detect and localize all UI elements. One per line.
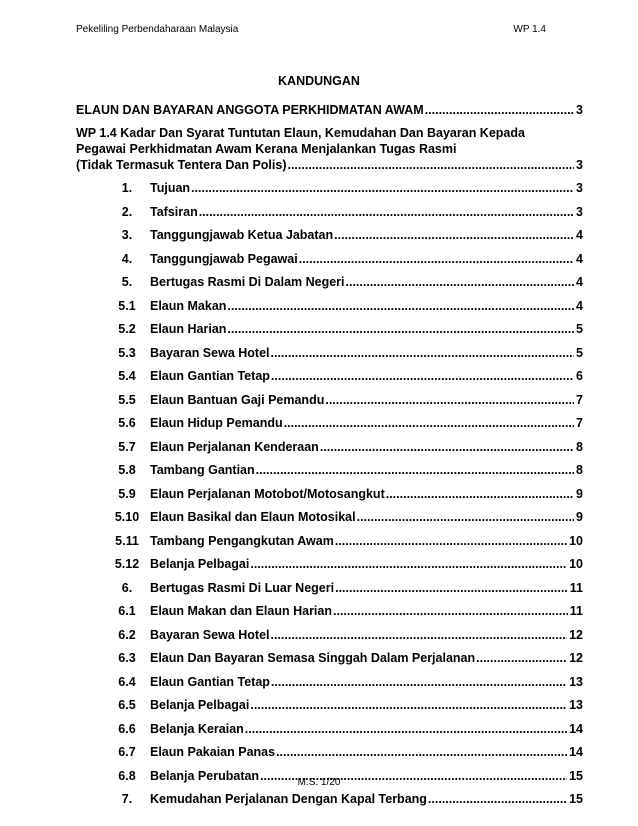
leader-dots <box>227 299 574 314</box>
toc-item-title: Tanggungjawab Ketua Jabatan <box>150 228 334 242</box>
toc-wp-entry-line3[interactable] <box>76 158 583 173</box>
toc-item-title: Elaun Makan dan Elaun Harian <box>150 604 332 618</box>
toc-item-number: 5.5 <box>118 392 136 407</box>
toc-item-number: 5. <box>121 275 133 289</box>
toc-item-title: Belanja Pelbagai <box>150 557 250 571</box>
toc-item-number: 5.8 <box>118 463 136 477</box>
toc-item-title: Belanja Perubatan <box>150 768 260 783</box>
toc-item-number: 6.2 <box>118 627 136 642</box>
toc-item-page: 9 <box>576 510 583 524</box>
toc-item-page: 4 <box>576 228 583 242</box>
toc-item[interactable] <box>104 181 583 196</box>
toc-item-title: Bertugas Rasmi Di Dalam Negeri <box>150 275 345 289</box>
toc-item-title: Tanggungjawab Pegawai <box>150 251 298 266</box>
toc-item-number: 6.1 <box>118 604 136 618</box>
toc-item-number: 6.3 <box>118 651 136 665</box>
leader-dots <box>250 557 567 572</box>
toc-item[interactable] <box>104 346 583 361</box>
toc-item-page: 4 <box>576 298 583 313</box>
toc-item-title: Bayaran Sewa Hotel <box>150 627 270 642</box>
toc-item[interactable] <box>104 440 583 455</box>
toc-item-title: Bayaran Sewa Hotel <box>150 345 270 360</box>
toc-item[interactable] <box>104 275 583 290</box>
toc-item-number: 5.11 <box>115 533 139 548</box>
toc-item[interactable] <box>104 557 583 572</box>
leader-dots <box>425 103 574 118</box>
toc-item-number: 5.12 <box>114 557 140 571</box>
leader-dots <box>256 463 574 478</box>
toc-item[interactable] <box>104 651 583 666</box>
toc-item-title: Elaun Perjalanan Motobot/Motosangkut <box>150 486 385 501</box>
page-footer: M.S. 1/20 <box>297 777 341 788</box>
header-document-code: WP 1.4 <box>513 24 546 35</box>
toc-item-number: 5.1 <box>118 298 136 313</box>
toc-item-title: Elaun Makan <box>150 298 227 313</box>
toc-item[interactable] <box>104 393 583 408</box>
leader-dots <box>357 510 574 525</box>
toc-item-page: 14 <box>569 721 583 736</box>
toc-item-page: 15 <box>569 768 583 783</box>
toc-item[interactable] <box>104 205 583 220</box>
toc-item-title: Tambang Gantian <box>150 463 255 477</box>
leader-dots <box>271 369 574 384</box>
toc-item-page: 7 <box>576 392 583 407</box>
toc-item-title: Elaun Basikal dan Elaun Motosikal <box>150 510 356 524</box>
toc-item[interactable] <box>104 698 583 713</box>
leader-dots <box>335 581 568 596</box>
toc-item-number: 5.4 <box>118 369 136 383</box>
leader-dots <box>476 651 567 666</box>
toc-item[interactable] <box>104 252 583 267</box>
toc-item-title: Tafsiran <box>150 204 198 219</box>
toc-item-title: Elaun Hidup Pemandu <box>150 416 283 430</box>
toc-item-page: 10 <box>569 533 583 548</box>
toc-item[interactable] <box>104 675 583 690</box>
toc-item-title: Kemudahan Perjalanan Dengan Kapal Terbang <box>150 792 427 806</box>
toc-item-title: Elaun Gantian Tetap <box>150 369 270 383</box>
toc-item-page: 8 <box>576 463 583 477</box>
toc-wp-entry-line2[interactable]: Pegawai Perkhidmatan Awam Kerana Menjalankan Tugas Rasmi <box>76 142 457 156</box>
toc-item-number: 5.10 <box>114 510 140 524</box>
leader-dots <box>227 322 574 337</box>
leader-dots <box>271 346 575 361</box>
toc-item-page: 13 <box>569 674 583 689</box>
toc-item[interactable] <box>104 299 583 314</box>
leader-dots <box>386 487 574 502</box>
page-title: KANDUNGAN <box>278 74 360 88</box>
toc-item-page: 5 <box>576 322 583 336</box>
leader-dots <box>287 158 574 173</box>
toc-item-page: 10 <box>569 557 583 571</box>
leader-dots <box>271 628 568 643</box>
toc-item-number: 5.3 <box>118 345 136 360</box>
toc-item-page: 15 <box>569 792 583 806</box>
toc-item-number: 5.2 <box>118 322 136 336</box>
leader-dots <box>245 722 567 737</box>
toc-item[interactable] <box>104 369 583 384</box>
toc-item[interactable] <box>104 416 583 431</box>
toc-item-number: 1. <box>121 181 133 195</box>
toc-item-number: 6.8 <box>118 768 136 783</box>
toc-item-number: 6.7 <box>118 745 136 759</box>
toc-item[interactable] <box>104 745 583 760</box>
toc-item-number: 2. <box>121 204 133 219</box>
toc-item[interactable] <box>104 628 583 643</box>
toc-item-title: Elaun Dan Bayaran Semasa Singgah Dalam Perjalanan <box>150 651 476 665</box>
toc-item-page: 13 <box>569 698 583 712</box>
toc-item-page: 11 <box>569 580 583 595</box>
toc-wp-entry-line1[interactable]: WP 1.4 Kadar Dan Syarat Tuntutan Elaun, Kemudahan Dan Bayaran Kepada <box>76 126 525 140</box>
toc-item[interactable] <box>104 322 583 337</box>
toc-item-title: Elaun Gantian Tetap <box>150 674 270 689</box>
toc-item-page: 14 <box>569 745 583 759</box>
toc-item[interactable] <box>104 534 583 549</box>
leader-dots <box>284 416 574 431</box>
toc-item-page: 6 <box>576 369 583 383</box>
toc-item-title: Tambang Pengangkutan Awam <box>150 533 334 548</box>
toc-item-page: 8 <box>576 439 583 454</box>
leader-dots <box>320 440 574 455</box>
leader-dots <box>271 675 567 690</box>
leader-dots <box>299 252 574 267</box>
leader-dots <box>325 393 574 408</box>
toc-item-page: 4 <box>576 251 583 266</box>
toc-item-title: Elaun Bantuan Gaji Pemandu <box>150 392 325 407</box>
leader-dots <box>333 604 568 619</box>
header-document-name: Pekeliling Perbendaharaan Malaysia <box>76 24 239 35</box>
toc-item-page: 3 <box>576 204 583 219</box>
toc-item[interactable] <box>104 510 583 525</box>
toc-item-number: 6.5 <box>118 698 136 712</box>
toc-item[interactable] <box>104 487 583 502</box>
leader-dots <box>250 698 567 713</box>
leader-dots <box>335 534 567 549</box>
leader-dots <box>334 228 574 243</box>
leader-dots <box>276 745 567 760</box>
toc-item[interactable] <box>104 228 583 243</box>
toc-main-entry[interactable] <box>76 103 583 118</box>
toc-item-page: 7 <box>576 416 583 430</box>
toc-main-entry-text: ELAUN DAN BAYARAN ANGGOTA PERKHIDMATAN AWAM <box>76 103 424 117</box>
toc-item-number: 6. <box>121 580 133 595</box>
toc-item-number: 7. <box>121 792 133 806</box>
toc-item-title: Tujuan <box>150 181 191 195</box>
toc-item-page: 11 <box>569 604 583 618</box>
toc-wp-entry-text: (Tidak Termasuk Tentera Dan Polis) <box>76 158 287 172</box>
toc-item-page: 12 <box>569 627 583 642</box>
leader-dots <box>199 205 574 220</box>
page-header <box>76 24 562 38</box>
toc-item-page: 5 <box>576 345 583 360</box>
toc-item-title: Elaun Harian <box>150 322 227 336</box>
toc-item-title: Bertugas Rasmi Di Luar Negeri <box>150 580 335 595</box>
toc-item[interactable] <box>104 463 583 478</box>
toc-item-number: 6.4 <box>118 674 136 689</box>
toc-item[interactable] <box>104 604 583 619</box>
toc-item[interactable] <box>104 581 583 596</box>
toc-item[interactable] <box>104 792 583 807</box>
toc-item-page: 4 <box>576 275 583 289</box>
toc-item[interactable] <box>104 722 583 737</box>
toc-item-number: 5.9 <box>118 486 136 501</box>
toc-item-number: 6.6 <box>118 721 136 736</box>
toc-item-title: Belanja Pelbagai <box>150 698 250 712</box>
leader-dots <box>428 792 567 807</box>
toc-item-page: 3 <box>576 181 583 195</box>
toc-item-title: Elaun Perjalanan Kenderaan <box>150 439 319 454</box>
toc-item-number: 5.7 <box>118 439 136 454</box>
toc-main-entry-page: 3 <box>576 103 583 117</box>
toc-wp-entry-page: 3 <box>576 158 583 172</box>
toc-item-number: 4. <box>121 251 133 266</box>
toc-item-page: 12 <box>569 651 583 665</box>
toc-item-title: Elaun Pakaian Panas <box>150 745 276 759</box>
toc-item-page: 9 <box>576 486 583 501</box>
toc-item-title: Belanja Keraian <box>150 721 244 736</box>
toc-item-number: 5.6 <box>118 416 136 430</box>
toc-item-number: 3. <box>121 228 133 242</box>
leader-dots <box>346 275 575 290</box>
leader-dots <box>191 181 574 196</box>
